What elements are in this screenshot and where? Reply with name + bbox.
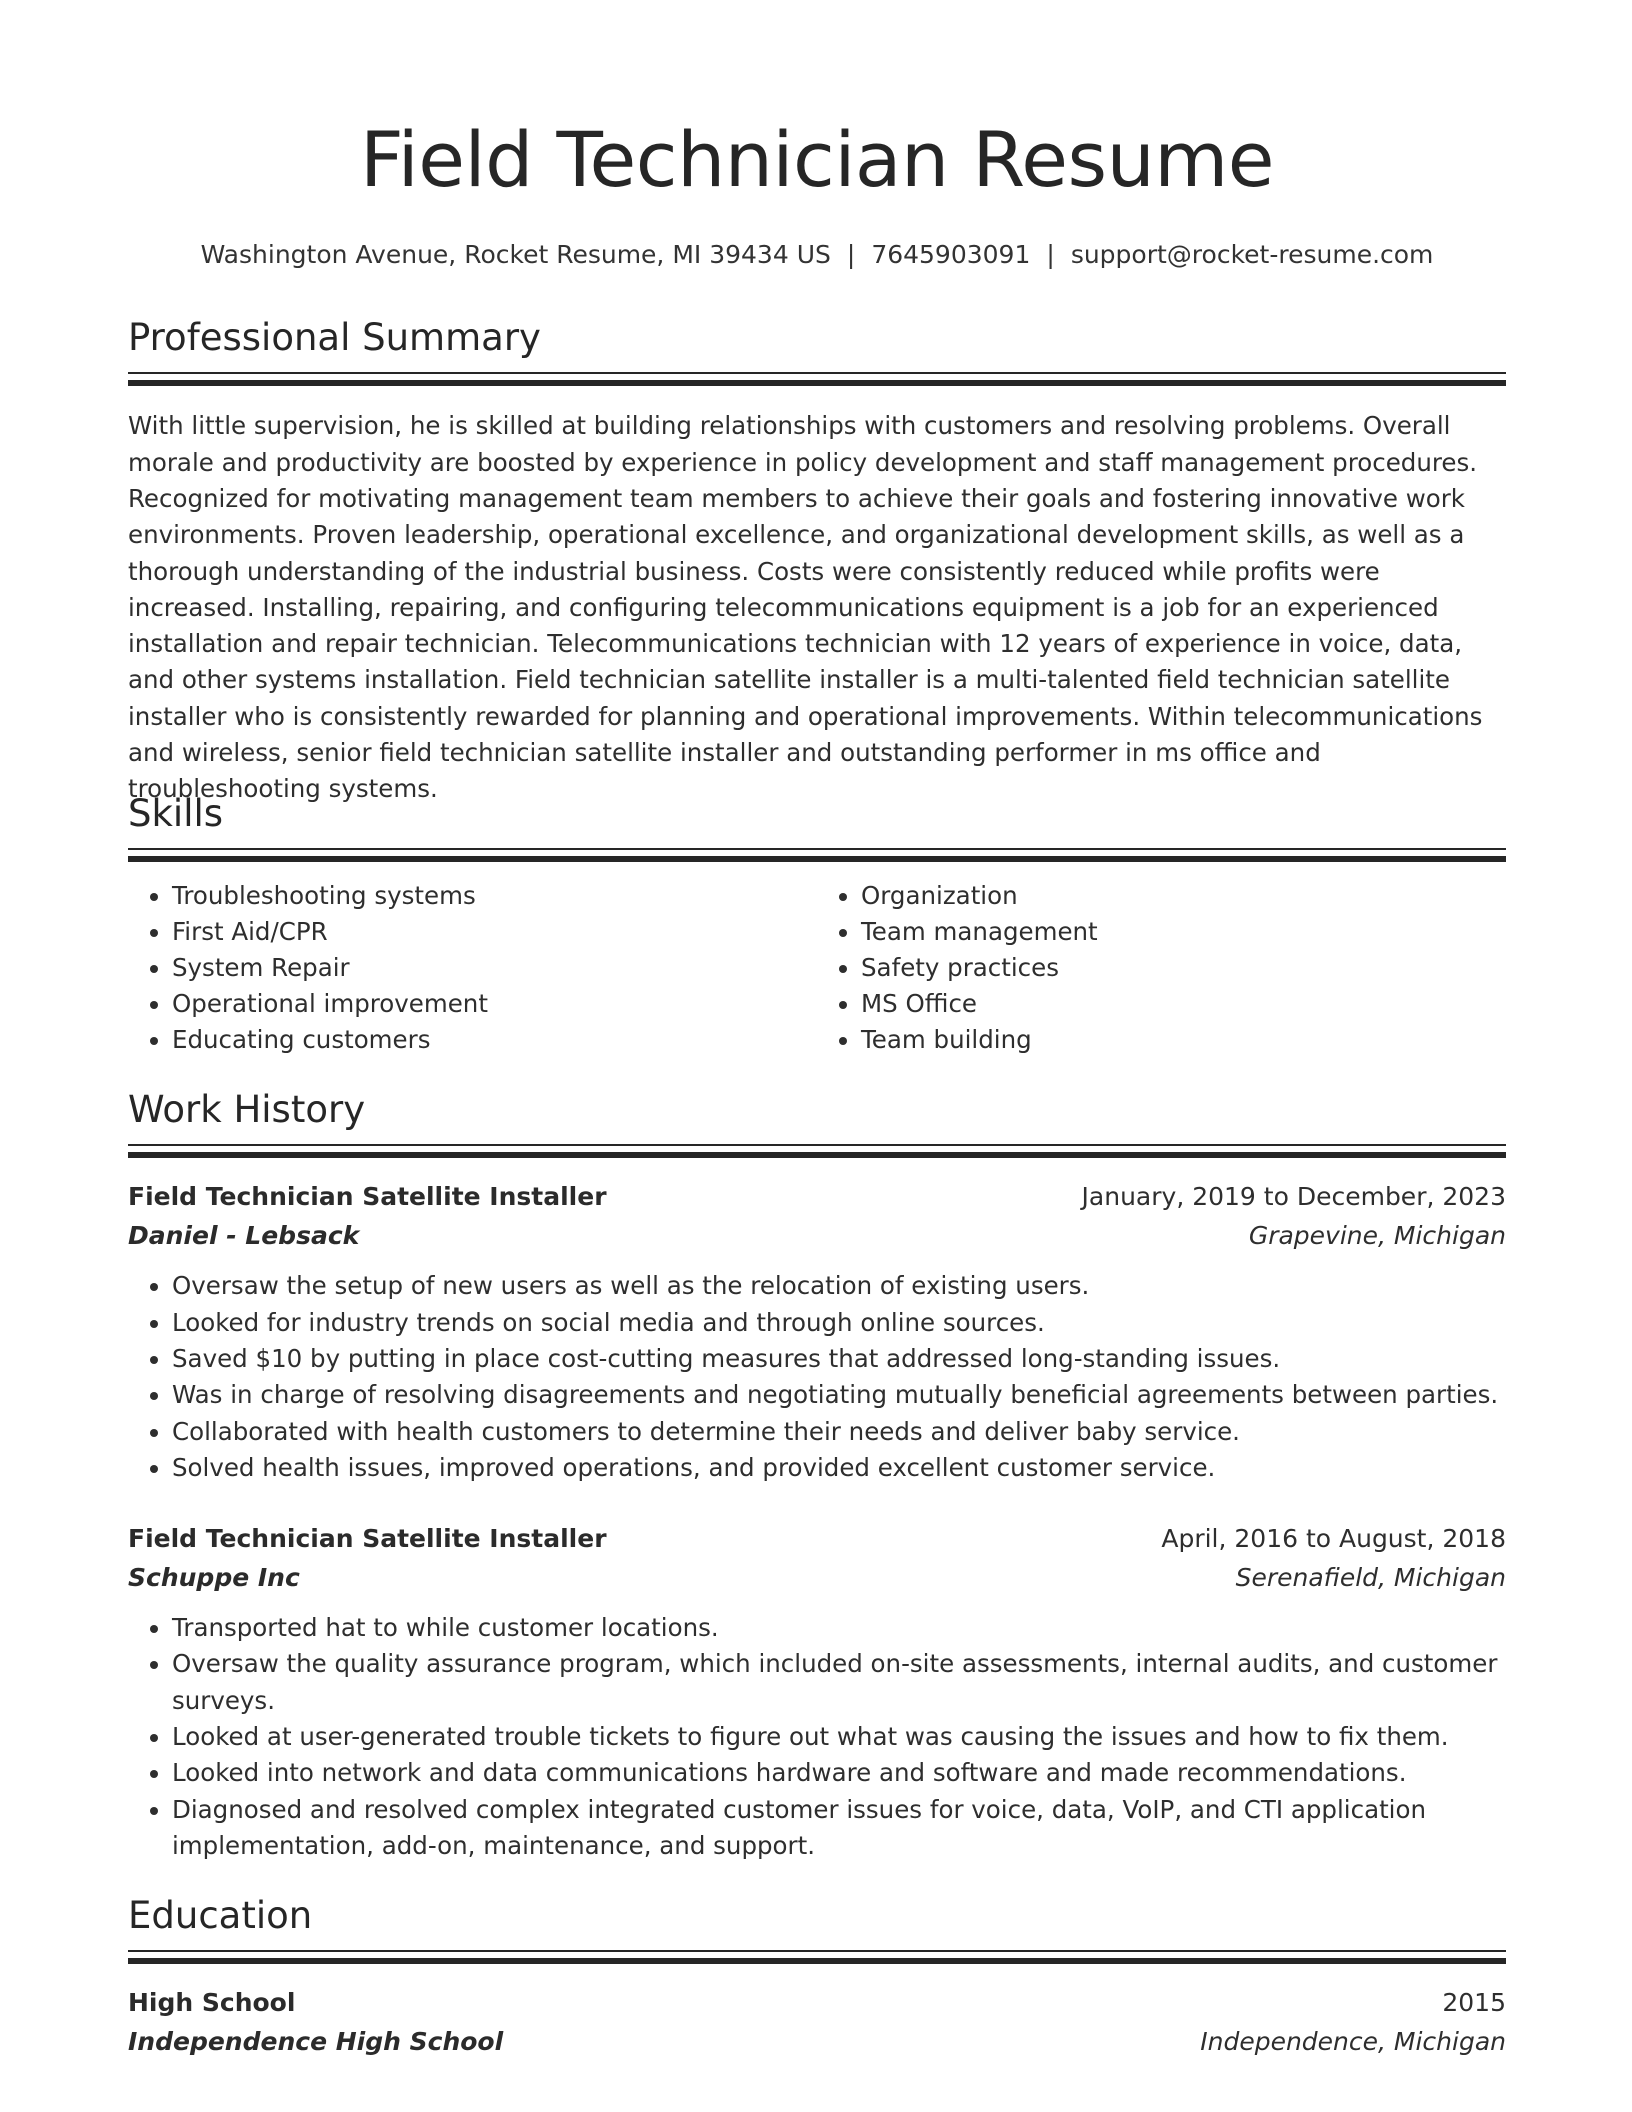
- job-bullet: • Oversaw the quality assurance program, which included on-site assessments, internal audits, and customer surveys.: [172, 1646, 1506, 1719]
- skill-item: • Team building: [861, 1022, 1506, 1058]
- contact-separator: |: [1046, 240, 1055, 269]
- skill-item: • System Repair: [172, 950, 817, 986]
- job-bullet: • Looked into network and data communications hardware and software and made recommendations.: [172, 1755, 1506, 1791]
- job-header-row: [128, 1520, 1506, 1558]
- job-subheader-row: [128, 1216, 1506, 1256]
- education-school: Independence High School: [128, 2027, 504, 2057]
- education-year: 2015: [1442, 1988, 1506, 2018]
- job-location: Serenafield, Michigan: [1235, 1563, 1506, 1593]
- work-history-heading: Work History: [128, 1088, 366, 1131]
- education-heading: Education: [128, 1894, 313, 1937]
- job-title: Field Technician Satellite Installer: [128, 1524, 607, 1554]
- job-bullet: • Collaborated with health customers to determine their needs and deliver baby service.: [172, 1414, 1506, 1450]
- job-bullet: • Saved $10 by putting in place cost-cutting measures that addressed long-standing issues.: [172, 1341, 1506, 1377]
- job-header-row: [128, 1178, 1506, 1216]
- job-bullet: • Transported hat to while customer locations.: [172, 1610, 1506, 1646]
- job-subheader-row: [128, 1558, 1506, 1598]
- education-section: [128, 1894, 1506, 2062]
- job-title: Field Technician Satellite Installer: [128, 1182, 607, 1212]
- skill-item: • First Aid/CPR: [172, 914, 817, 950]
- section-divider: [128, 1144, 1506, 1158]
- skills-list-left: [128, 878, 817, 1058]
- skill-item: • Operational improvement: [172, 986, 817, 1022]
- education-location: Independence, Michigan: [1200, 2027, 1506, 2057]
- job-bullet: • Diagnosed and resolved complex integrated customer issues for voice, data, VoIP, and CTI application implementation, add-on, maintenance, and support.: [172, 1792, 1506, 1865]
- contact-address: Washington Avenue, Rocket Resume, MI 39434 US: [200, 240, 831, 269]
- job-dates: April, 2016 to August, 2018: [1161, 1524, 1506, 1554]
- job-company: Schuppe Inc: [128, 1563, 300, 1593]
- resume-title: Field Technician Resume: [359, 115, 1275, 204]
- skills-list-right: [817, 878, 1506, 1058]
- summary-section: [128, 316, 1506, 808]
- summary-text: With little supervision, he is skilled at building relationships with customers and resolving problems. Overall morale and productivity are boosted by experience in policy development and staff management procedures. Recognized for motivating management team members to achieve their goals and fostering innovative work environments. Proven leadership, operational excellence, and organizational development skills, as well as a thorough understanding of the industrial business. Costs were consistently reduced while profits were increased. Installing, repairing, and configuring telecommunications equipment is a job for an experienced installation and repair technician. Telecommunications technician with 12 years of experience in voice, data, and other systems installation. Field technician satellite installer is a multi-talented field technician satellite installer who is consistently rewarded for planning and operational improvements. Within telecommunications and wireless, senior field technician satellite installer and outstanding performer in ms office and troubleshooting systems.: [128, 411, 1483, 804]
- contact-line: [128, 240, 1506, 269]
- skill-item: • Team management: [861, 914, 1506, 950]
- section-divider: [128, 848, 1506, 862]
- job-dates: January, 2019 to December, 2023: [1081, 1182, 1506, 1212]
- job-entry: [128, 1178, 1506, 1486]
- skills-columns: [128, 878, 1506, 1058]
- work-history-section: [128, 1088, 1506, 1864]
- job-bullet: • Oversaw the setup of new users as well as the relocation of existing users.: [172, 1268, 1506, 1304]
- skill-item: • MS Office: [861, 986, 1506, 1022]
- summary-heading: Professional Summary: [128, 316, 541, 359]
- education-header-row: [128, 1984, 1506, 2022]
- skill-item: • Organization: [861, 878, 1506, 914]
- skills-section: [128, 792, 1506, 1058]
- job-bullet: • Was in charge of resolving disagreements and negotiating mutually beneficial agreements between parties.: [172, 1377, 1506, 1413]
- contact-phone: 7645903091: [871, 240, 1031, 269]
- education-subheader-row: [128, 2022, 1506, 2062]
- job-bullet: • Looked for industry trends on social media and through online sources.: [172, 1305, 1506, 1341]
- section-divider: [128, 1950, 1506, 1964]
- skill-item: • Safety practices: [861, 950, 1506, 986]
- section-divider: [128, 372, 1506, 386]
- skills-heading: Skills: [128, 792, 224, 835]
- education-entry: [128, 1984, 1506, 2062]
- job-bullet: • Solved health issues, improved operations, and provided excellent customer service.: [172, 1450, 1506, 1486]
- education-degree: High School: [128, 1988, 296, 2018]
- skill-item: • Educating customers: [172, 1022, 817, 1058]
- job-location: Grapevine, Michigan: [1248, 1221, 1506, 1251]
- job-bullets: [128, 1610, 1506, 1864]
- skill-item: • Troubleshooting systems: [172, 878, 817, 914]
- job-entry: [128, 1520, 1506, 1864]
- contact-separator: |: [846, 240, 856, 269]
- contact-email: support@rocket-resume.com: [1070, 240, 1434, 269]
- job-company: Daniel - Lebsack: [128, 1221, 360, 1251]
- job-bullets: [128, 1268, 1506, 1486]
- job-bullet: • Looked at user-generated trouble tickets to figure out what was causing the issues and how to fix them.: [172, 1719, 1506, 1755]
